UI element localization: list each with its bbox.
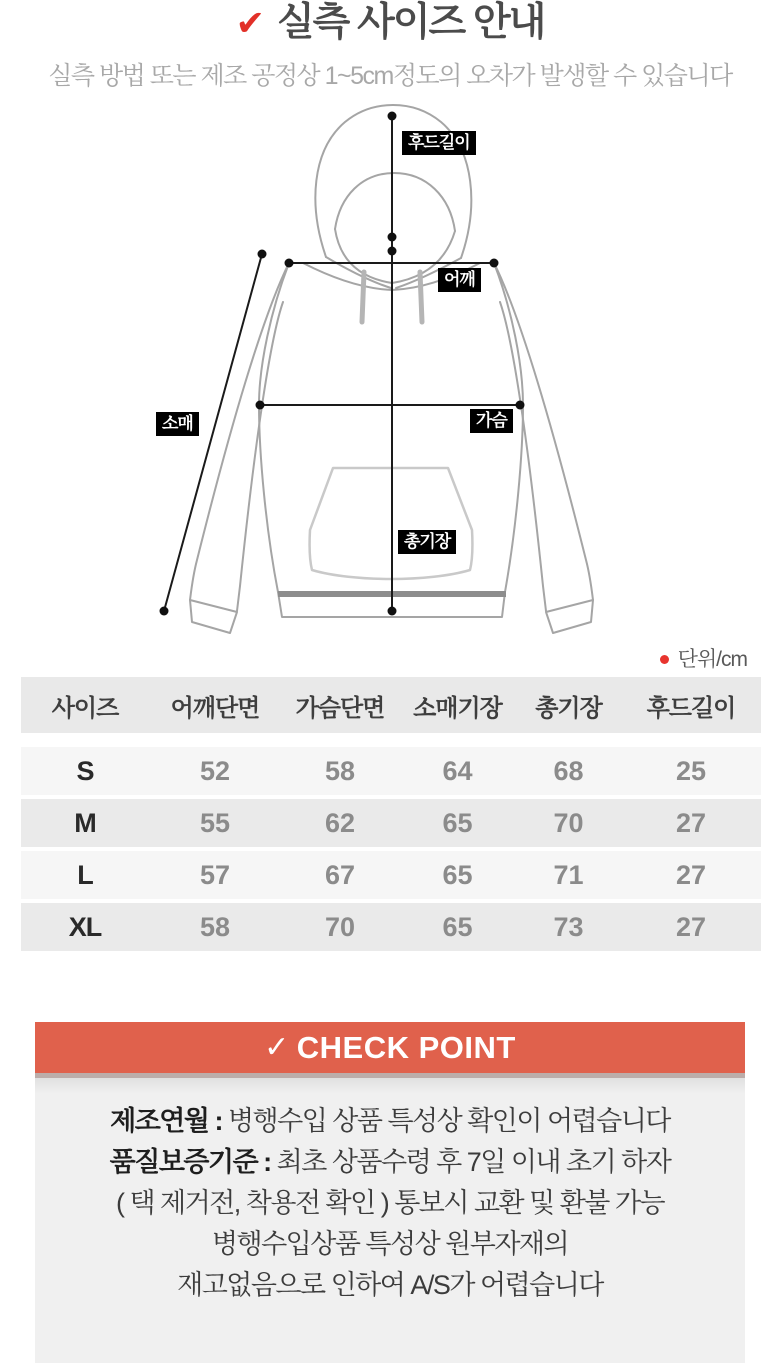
check-point-line: 품질보증기준 : 최초 상품수령 후 7일 이내 초기 하자 xyxy=(109,1147,671,1177)
value-cell: 62 xyxy=(324,807,356,838)
column-header-size: 사이즈 xyxy=(51,694,119,722)
column-header-hood: 후드길이 xyxy=(646,694,736,722)
page-title-text: 실측 사이즈 안내 xyxy=(276,1,545,44)
check-point-body xyxy=(35,1078,745,1363)
value-cell: 25 xyxy=(675,755,707,786)
table-row-m xyxy=(21,799,761,847)
label-hood-length: 후드길이 xyxy=(402,131,476,155)
check-icon: ✔ xyxy=(235,4,265,43)
size-cell: S xyxy=(76,755,94,786)
value-cell: 73 xyxy=(553,911,584,942)
label-shoulder: 어깨 xyxy=(438,268,481,292)
value-cell: 57 xyxy=(199,859,231,890)
hoodie-illustration xyxy=(0,95,780,670)
measurement-diagram xyxy=(0,95,780,670)
page-title xyxy=(0,0,780,47)
table-row-l xyxy=(21,851,761,899)
check-point-line: ( 택 제거전, 착용전 확인 ) 통보시 교환 및 환불 가능 xyxy=(115,1188,665,1218)
red-bullet-icon xyxy=(660,655,669,664)
column-header-sleeve: 소매기장 xyxy=(413,694,502,722)
column-header-total: 총기장 xyxy=(535,694,602,722)
value-cell: 65 xyxy=(442,859,473,890)
value-cell: 70 xyxy=(324,911,356,942)
value-cell: 67 xyxy=(324,859,356,890)
value-cell: 55 xyxy=(199,807,231,838)
label-sleeve: 소매 xyxy=(156,412,199,436)
size-cell: XL xyxy=(68,911,102,942)
check-icon: ✓ xyxy=(264,1031,290,1064)
table-row-xl xyxy=(21,903,761,951)
size-cell: L xyxy=(77,859,93,890)
value-cell: 27 xyxy=(675,807,707,838)
column-header-shoulder: 어깨단면 xyxy=(170,694,260,722)
size-table-header xyxy=(21,677,761,733)
value-cell: 52 xyxy=(199,755,231,786)
value-cell: 68 xyxy=(553,755,584,786)
check-point-section xyxy=(35,1022,745,1363)
value-cell: 58 xyxy=(199,911,231,942)
check-point-line: 제조연월 : 병행수입 상품 특성상 확인이 어렵습니다 xyxy=(110,1106,670,1136)
value-cell: 64 xyxy=(442,755,473,786)
check-point-title: CHECK POINT xyxy=(296,1029,516,1065)
check-point-header xyxy=(35,1022,745,1078)
value-cell: 27 xyxy=(675,911,707,942)
check-point-line: 재고없음으로 인하여 A/S가 어렵습니다 xyxy=(177,1270,603,1300)
size-cell: M xyxy=(74,807,96,838)
unit-label: 단위/cm xyxy=(677,648,747,671)
value-cell: 71 xyxy=(553,859,584,890)
value-cell: 70 xyxy=(553,807,584,838)
column-header-chest: 가슴단면 xyxy=(295,694,385,722)
size-table xyxy=(21,677,761,951)
unit-note xyxy=(660,643,747,673)
value-cell: 27 xyxy=(675,859,707,890)
value-cell: 65 xyxy=(442,807,473,838)
check-point-line: 병행수입상품 특성상 원부자재의 xyxy=(211,1229,569,1259)
page-header xyxy=(0,0,780,92)
page-subtitle: 실측 방법 또는 제조 공정상 1~5cm정도의 오차가 발생할 수 있습니다 xyxy=(48,62,732,90)
label-chest: 가슴 xyxy=(470,409,513,433)
table-row-s xyxy=(21,747,761,795)
value-cell: 58 xyxy=(324,755,356,786)
label-total-length: 총기장 xyxy=(398,530,456,554)
value-cell: 65 xyxy=(442,911,473,942)
